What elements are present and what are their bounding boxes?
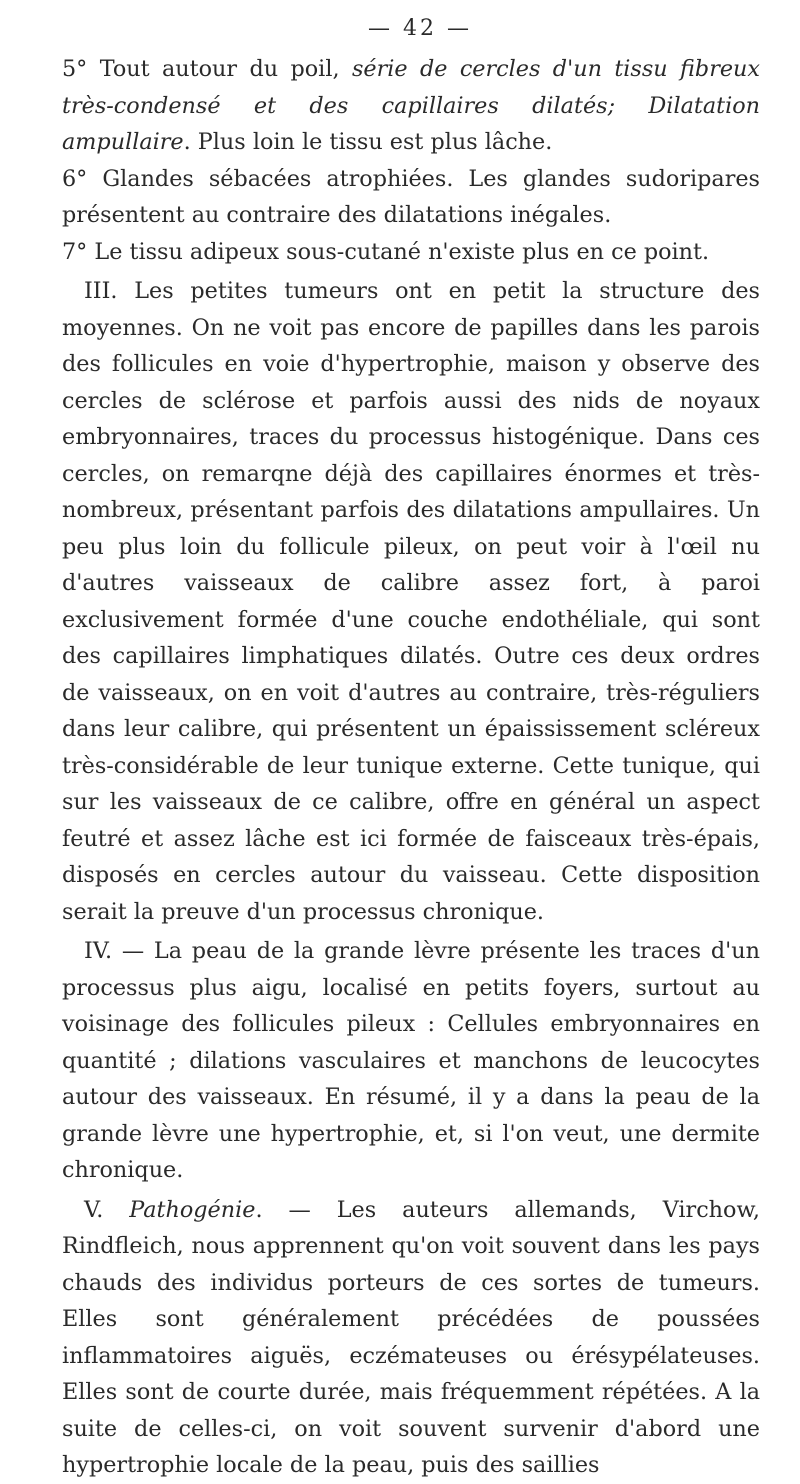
paragraph-item-5 <box>62 51 760 161</box>
section-v-number: V. <box>84 1196 130 1223</box>
section-v-text: . — Les auteurs allemands, Virchow, Rindfleich, nous apprennent qu'on voit souvent dans les pays chauds des individus porteurs de ces sortes de tumeurs. Elles sont généralement précédées de poussées inflammatoires aiguës, eczémateuses ou érésypélateuses. Elles sont de courte durée, mais fréquemment répétées. A la suite de celles-ci, on voit souvent survenir d'abord une hypertrophie locale de la peau, puis des saillies <box>62 1196 760 1478</box>
item-5-italic-text: série de cercles d'un tissu fibreux très-condensé et des capillaires dilatés; Dilatation ampullaire <box>62 56 760 155</box>
page-number: — 42 — <box>368 16 472 41</box>
item-5-text-end: . Plus loin le tissu est plus lâche. <box>183 129 553 155</box>
section-iv-paragraph: IV. — La peau de la grande lèvre présente les traces d'un processus plus aigu, localisé en petits foyers, surtout au voisinage des follicules pileux : Cellules embryonnaires en quantité ; dilations vasculaires et manchons de leucocytes autour des vaisseaux. En résumé, il y a dans la peau de la grande lèvre une hypertrophie, et, si l'on veut, une dermite chronique. <box>62 938 760 1183</box>
item-5-number: 5° <box>62 56 100 82</box>
section-v-paragraph <box>62 1192 760 1484</box>
paragraph-item-6: 6° Glandes sébacées atrophiées. Les glandes sudoripares présentent au contraire des dilatations inégales. <box>62 165 760 228</box>
section-iii-paragraph: III. Les petites tumeurs ont en petit la structure des moyennes. On ne voit pas encore de papilles dans les parois des follicules en voie d'hypertrophie, maison y observe des cercles de sclérose et parfois aussi des nids de noyaux embryonnaires, traces du processus histogénique. Dans ces cercles, on remarqne déjà des capillaires énormes et très-nombreux, présentant parfois des dilatations ampullaires. Un peu plus loin du follicule pileux, on peut voir à l'œil nu d'autres vaisseaux de calibre assez fort, à paroi exclusivement formée d'une couche endothéliale, qui sont des capillaires limphatiques dilatés. Outre ces deux ordres de vaisseaux, on en voit d'autres au contraire, très-réguliers dans leur calibre, qui présentent un épaississement scléreux très-considérable de leur tunique externe. Cette tunique, qui sur les vaisseaux de ce calibre, offre en général un aspect feutré et assez lâche est ici formée de faisceaux très-épais, disposés en cercles autour du vaisseau. Cette disposition serait la preuve d'un processus chronique. <box>62 278 760 925</box>
paragraph-item-7: 7° Le tissu adipeux sous-cutané n'existe plus en ce point. <box>62 238 710 265</box>
section-v-heading: Pathogénie <box>129 1196 256 1223</box>
item-5-text-start: Tout autour du poil, <box>99 56 352 82</box>
